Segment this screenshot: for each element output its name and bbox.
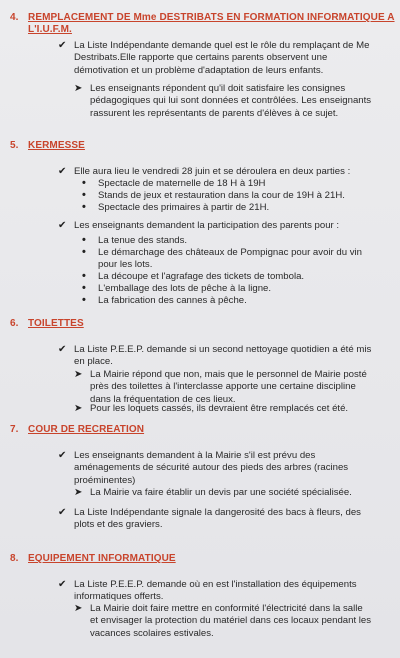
- bullet-item-line: L'emballage des lots de pêche à la ligne.: [98, 283, 272, 294]
- section-title: EQUIPEMENT INFORMATIQUE: [28, 553, 176, 564]
- check-item-line: proéminentes): [74, 474, 136, 486]
- arrow-icon: ➤: [74, 83, 83, 94]
- checkmark-icon: ✔: [58, 450, 67, 461]
- bullet-icon: •: [82, 282, 86, 294]
- check-item-line: Les enseignants demandent à la Mairie s'il est prévu des: [74, 450, 316, 461]
- bullet-item-line: La découpe et l'agrafage des tickets de tombola.: [98, 271, 305, 282]
- section-title: L'I.U.F.M.: [28, 23, 72, 35]
- arrow-icon: ➤: [74, 603, 83, 614]
- bullet-icon: •: [82, 189, 86, 201]
- bullet-item-line: La fabrication des cannes à pêche.: [98, 295, 247, 306]
- section-title: KERMESSE: [28, 140, 85, 151]
- checkmark-icon: ✔: [58, 166, 67, 177]
- check-item-line: La Liste P.E.E.P. demande si un second nettoyage quotidien a été mis: [74, 344, 372, 355]
- bullet-item-line: La tenue des stands.: [98, 235, 188, 246]
- section-heading: [10, 12, 395, 23]
- check-item-line: La Liste Indépendante demande quel est le rôle du remplaçant de Me: [74, 40, 370, 51]
- check-item-line: Les enseignants demandent la participation des parents pour :: [74, 220, 340, 231]
- arrow-item-line: La Mairie va faire établir un devis par une société spécialisée.: [90, 487, 352, 498]
- bullet-icon: •: [82, 234, 86, 246]
- arrow-item-line: Les enseignants répondent qu'il doit satisfaire les consignes: [90, 83, 346, 94]
- arrow-icon: ➤: [74, 487, 83, 498]
- bullet-icon: •: [82, 294, 86, 306]
- bullet-icon: •: [82, 246, 86, 258]
- check-item-line: démotivation et un problème d'adaptation de leurs enfants.: [74, 64, 324, 76]
- section-heading: [10, 553, 176, 564]
- section-number: 6.: [10, 318, 19, 329]
- arrow-item-line: Pour les loquets cassés, ils devraient être remplacés cet été.: [90, 403, 349, 414]
- bullet-icon: •: [82, 270, 86, 282]
- arrow-item-line: vacances scolaires estivales.: [90, 627, 214, 639]
- checkmark-icon: ✔: [58, 344, 67, 355]
- arrow-icon: ➤: [74, 369, 83, 380]
- bullet-item-line: Stands de jeux et restauration dans la cour de 19H à 21H.: [98, 190, 345, 201]
- check-item-line: en place.: [74, 356, 113, 368]
- section-heading-continued: [28, 24, 72, 35]
- section-number: 5.: [10, 140, 19, 151]
- arrow-item-line: dans la fréquentation de ces lieux.: [90, 393, 236, 405]
- check-item-line: La Liste P.E.E.P. demande où en est l'installation des équipements: [74, 579, 357, 590]
- checkmark-icon: ✔: [58, 579, 67, 590]
- bullet-icon: •: [82, 177, 86, 189]
- arrow-item-line: pédagogiques qui lui sont données et contrôlées. Les enseignants: [90, 95, 372, 107]
- bullet-item-line: Spectacle de maternelle de 18 H à 19H: [98, 178, 266, 189]
- arrow-item-line: près des toilettes à l'interclasse apporte une certaine discipline: [90, 381, 356, 393]
- section-title: TOILETTES: [28, 318, 84, 329]
- checkmark-icon: ✔: [58, 40, 67, 51]
- checkmark-icon: ✔: [58, 507, 67, 518]
- bullet-icon: •: [82, 201, 86, 213]
- arrow-item-line: et envisager la protection du matériel dans ces locaux pendant les: [90, 615, 372, 627]
- check-item-line: La Liste Indépendante signale la dangerosité des bacs à fleurs, des: [74, 507, 361, 518]
- section-heading: [10, 140, 85, 151]
- check-item-line: informatiques offerts.: [74, 591, 164, 603]
- arrow-icon: ➤: [74, 403, 83, 414]
- check-item-line: plots et des graviers.: [74, 519, 163, 531]
- checkmark-icon: ✔: [58, 220, 67, 231]
- arrow-item-line: La Mairie répond que non, mais que le personnel de Mairie posté: [90, 369, 367, 380]
- arrow-item-line: La Mairie doit faire mettre en conformité l'électricité dans la salle: [90, 603, 363, 614]
- bullet-item-line: Le démarchage des châteaux de Pompignac pour avoir du vin: [98, 247, 362, 258]
- section-title: COUR DE RECREATION: [28, 424, 145, 435]
- section-number: 8.: [10, 553, 19, 564]
- section-title: REMPLACEMENT DE Mme DESTRIBATS EN FORMATION INFORMATIQUE A: [28, 12, 395, 23]
- section-heading: [10, 318, 84, 329]
- section-heading: [10, 424, 144, 435]
- section-number: 4.: [10, 12, 19, 23]
- check-item-line: aménagements de sécurité autour des pieds des arbres (racines: [74, 462, 349, 474]
- check-item-line: Elle aura lieu le vendredi 28 juin et se déroulera en deux parties :: [74, 166, 351, 177]
- check-item-line: Destribats.Elle rapporte que certains parents observent une: [74, 52, 328, 64]
- bullet-item-line: Spectacle des primaires à partir de 21H.: [98, 202, 270, 213]
- section-number: 7.: [10, 424, 19, 435]
- bullet-item-line: pour les lots.: [98, 259, 153, 271]
- arrow-item-line: rassurent les représentants de parents d'élèves à ce sujet.: [90, 107, 339, 119]
